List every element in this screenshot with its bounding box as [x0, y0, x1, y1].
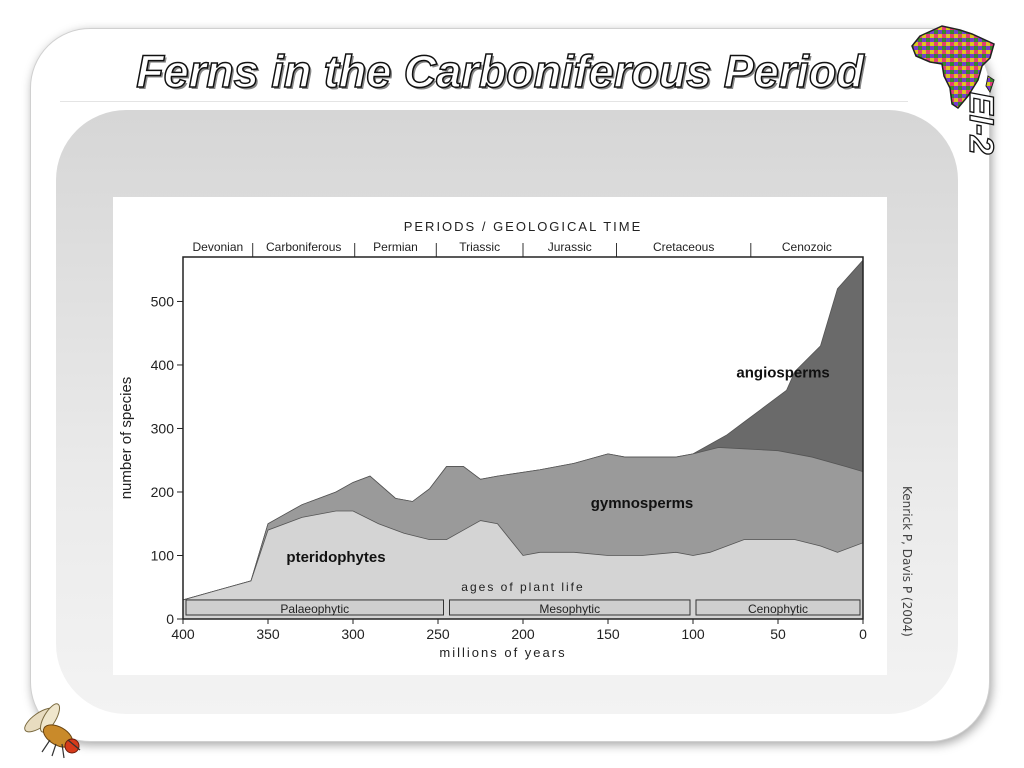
chart-title: PERIODS / GEOLOGICAL TIME — [403, 219, 643, 234]
x-tick-label-350: 350 — [256, 626, 280, 642]
chart-panel — [113, 197, 887, 675]
age-band-label-palaeophytic: Palaeophytic — [280, 601, 350, 616]
y-tick-label-300: 300 — [150, 420, 174, 437]
x-tick-label-200: 200 — [511, 626, 535, 642]
series-label-gymnosperms: gymnosperms — [590, 494, 694, 512]
bands-title: ages of plant life — [461, 580, 585, 595]
citation: Kenrick P, Davis P (2004) — [900, 486, 914, 637]
x-tick-label-400: 400 — [171, 626, 195, 642]
y-tick-label-400: 400 — [150, 356, 174, 373]
y-axis-label: number of species — [118, 376, 135, 500]
age-band-label-mesophytic: Mesophytic — [539, 601, 601, 616]
period-label-carboniferous: Carboniferous — [266, 240, 342, 254]
x-tick-label-50: 50 — [770, 626, 786, 642]
slide-title: Ferns in the Carboniferous Period — [136, 46, 864, 97]
period-label-cretaceous: Cretaceous — [652, 240, 715, 254]
period-label-cenozoic: Cenozoic — [781, 240, 832, 254]
period-label-jurassic: Jurassic — [547, 240, 592, 254]
species-area-chart — [113, 197, 887, 675]
period-label-triassic: Triassic — [459, 240, 501, 254]
x-tick-label-300: 300 — [341, 626, 365, 642]
x-tick-label-250: 250 — [426, 626, 450, 642]
y-tick-label-0: 0 — [166, 611, 174, 627]
fruit-fly-icon — [14, 700, 94, 760]
title-divider — [60, 101, 908, 102]
series-label-pteridophytes: pteridophytes — [286, 548, 386, 566]
age-band-label-cenophytic: Cenophytic — [747, 601, 809, 616]
x-tick-label-150: 150 — [596, 626, 620, 642]
series-label-angiosperms: angiosperms — [736, 364, 830, 382]
period-label-devonian: Devonian — [192, 240, 244, 254]
x-axis-label: millions of years — [439, 645, 567, 660]
y-tick-label-100: 100 — [150, 547, 174, 564]
x-tick-label-100: 100 — [681, 626, 705, 642]
y-tick-label-200: 200 — [150, 483, 174, 500]
slide-code: EI-2 — [962, 92, 1000, 155]
y-tick-label-500: 500 — [150, 293, 174, 310]
x-tick-label-0: 0 — [859, 626, 867, 642]
period-label-permian: Permian — [373, 240, 418, 254]
